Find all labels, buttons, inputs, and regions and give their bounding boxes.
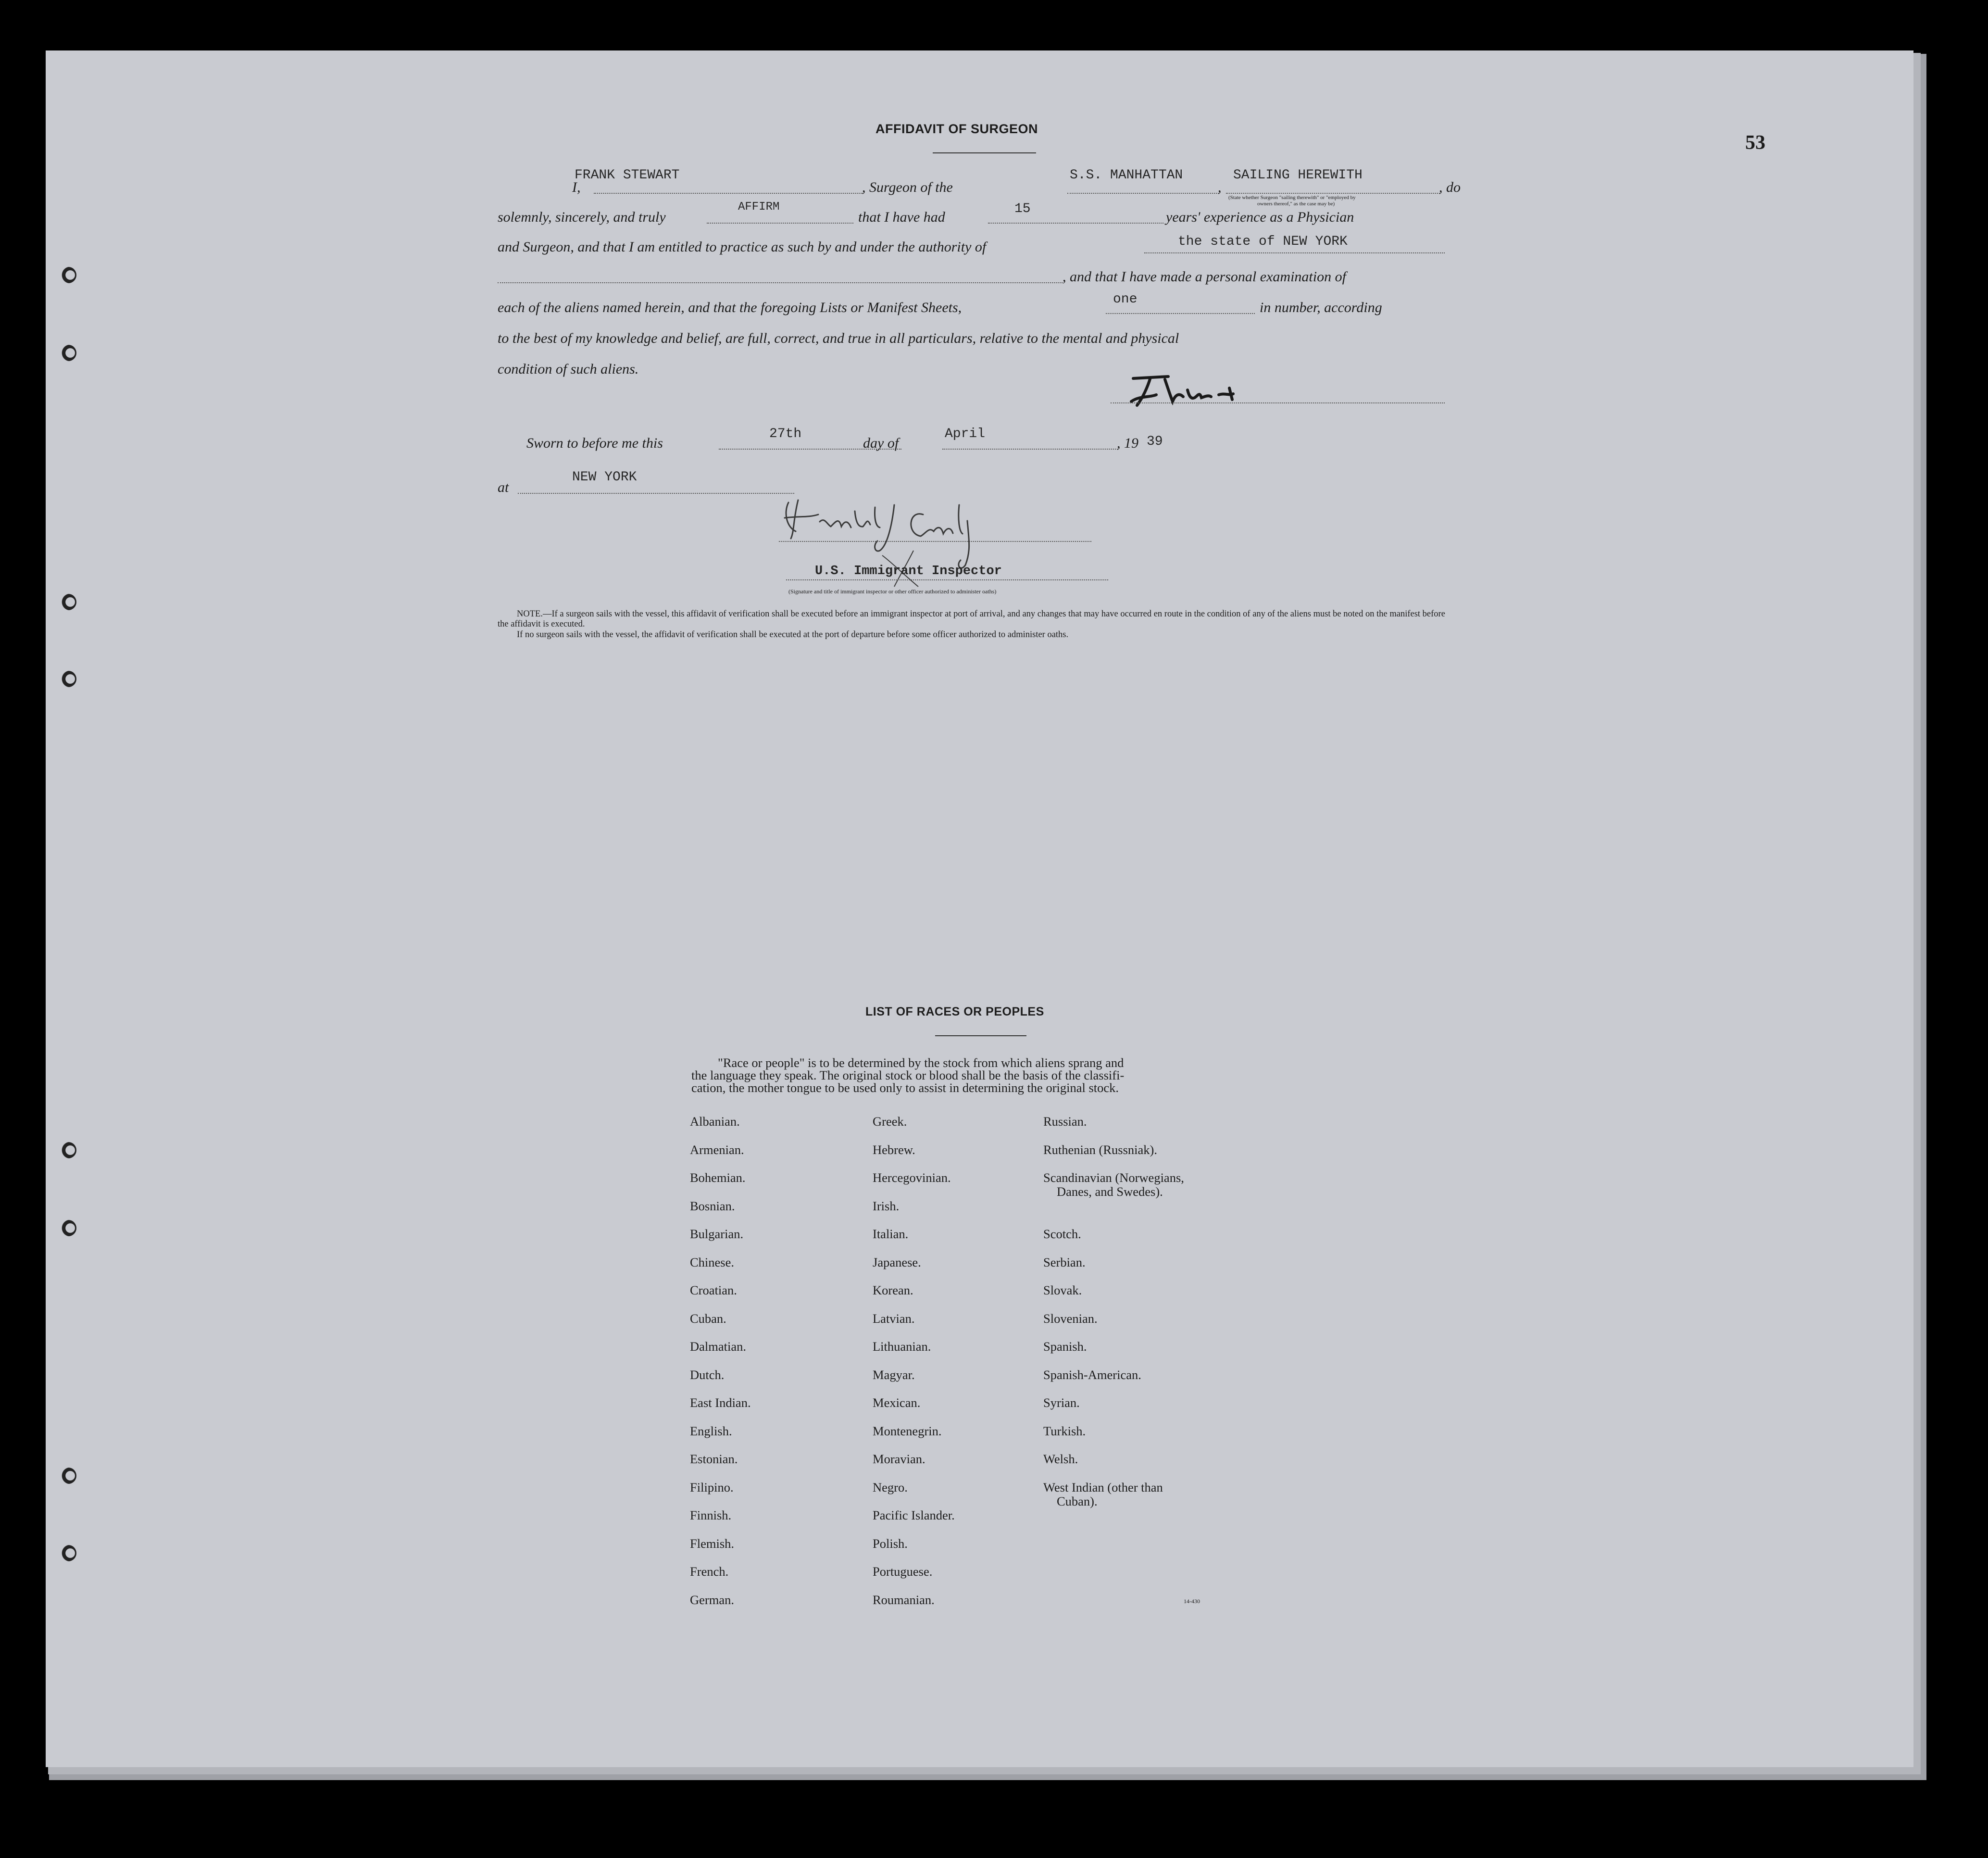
races-title: LIST OF RACES OR PEOPLES	[865, 1005, 1044, 1018]
race-item: Irish.	[873, 1198, 900, 1213]
race-item: Moravian.	[873, 1452, 925, 1466]
race-item: Albanian.	[690, 1114, 740, 1129]
race-item: Turkish.	[1043, 1423, 1086, 1438]
sailing-note: owners thereof," as the case may be)	[1257, 201, 1335, 207]
sailing-note: (State whether Surgeon "sailing therewith" or "employed by	[1228, 195, 1356, 201]
races-intro: the language they speak. The original stock or blood shall be the basis of the classifi-	[691, 1068, 1125, 1082]
race-item: Montenegrin.	[873, 1423, 942, 1438]
text-that-i-have-had: that I have had	[858, 209, 945, 225]
race-item: Hebrew.	[873, 1142, 915, 1157]
races-title-underline	[935, 1035, 1026, 1036]
race-item: Slovak.	[1043, 1283, 1082, 1297]
years-field: 15	[1014, 201, 1031, 216]
signature-line	[779, 541, 1091, 542]
dotted-line	[498, 282, 1063, 283]
note-surgeon-sails: NOTE.—If a surgeon sails with the vessel, this affidavit of verification shall be executed before an immigrant inspector at port of arrival, and any changes that may have occurred en route in the condition of any of the aliens must be noted on the manifest before the affidavit is executed.	[498, 609, 1445, 629]
dotted-line	[1106, 313, 1255, 314]
note-no-surgeon: If no surgeon sails with the vessel, the affidavit of verification shall be executed at the port of departure before some officer authorized to administer oaths.	[517, 630, 1069, 640]
dotted-line	[1226, 193, 1440, 194]
race-item: Flemish.	[690, 1536, 735, 1551]
affirm-field: AFFIRM	[738, 201, 780, 213]
page-number: 53	[1745, 132, 1765, 154]
text-each-alien: each of the aliens named herein, and that the foregoing Lists or Manifest Sheets,	[498, 300, 962, 315]
race-item: Korean.	[873, 1283, 913, 1297]
race-item: Scandinavian (Norwegians,	[1043, 1170, 1184, 1185]
race-item: Dutch.	[690, 1367, 725, 1382]
race-item: Cuban).	[1057, 1494, 1098, 1508]
punch-hole	[60, 345, 76, 361]
race-item: Greek.	[873, 1114, 907, 1129]
race-item: Slovenian.	[1043, 1311, 1098, 1326]
races-intro: cation, the mother tongue to be used only to assist in determining the original stock.	[691, 1080, 1119, 1095]
race-item: Danes, and Swedes).	[1057, 1184, 1163, 1199]
race-item: Mexican.	[873, 1395, 921, 1410]
text-best-of: to the best of my knowledge and belief, are full, correct, and true in all particulars, relative to the mental and physical	[498, 330, 1179, 346]
race-item: Armenian.	[690, 1142, 744, 1157]
text-i: I,	[572, 179, 581, 195]
signature-line	[1111, 402, 1445, 403]
race-item: West Indian (other than	[1043, 1480, 1163, 1494]
text-in-number: in number, according	[1260, 300, 1382, 315]
race-item: German.	[690, 1592, 734, 1607]
dotted-line	[988, 223, 1163, 224]
race-item: East Indian.	[690, 1395, 751, 1410]
year-field: 39	[1147, 434, 1163, 449]
text-years-experience: years' experience as a Physician	[1166, 209, 1354, 225]
text-and-surgeon: and Surgeon, and that I am entitled to practice as such by and under the authority of	[498, 239, 987, 255]
race-item: English.	[690, 1423, 732, 1438]
affidavit-title: AFFIDAVIT OF SURGEON	[875, 122, 1038, 136]
race-item: Hercegovinian.	[873, 1170, 951, 1185]
dotted-line	[1067, 193, 1219, 194]
form-number: 14-430	[1184, 1598, 1200, 1605]
text-year-prefix: , 19	[1117, 435, 1138, 451]
surgeon-signature	[1123, 368, 1248, 411]
punch-hole	[60, 1142, 76, 1158]
race-item: Magyar.	[873, 1367, 915, 1382]
race-item: Roumanian.	[873, 1592, 935, 1607]
race-item: Negro.	[873, 1480, 908, 1494]
race-item: Latvian.	[873, 1311, 915, 1326]
race-item: Estonian.	[690, 1452, 738, 1466]
text-condition: condition of such aliens.	[498, 361, 639, 377]
day-field: 27th	[769, 427, 802, 441]
dotted-line	[707, 223, 853, 224]
sheets-count-field: one	[1113, 292, 1138, 307]
inspector-line	[786, 579, 1108, 580]
punch-hole	[60, 671, 76, 687]
races-intro: "Race or people" is to be determined by the stock from which aliens sprang and	[718, 1055, 1124, 1070]
race-item: French.	[690, 1564, 729, 1579]
text-sworn: Sworn to before me this	[526, 435, 663, 451]
race-item: Lithuanian.	[873, 1339, 931, 1354]
race-item: Bosnian.	[690, 1198, 735, 1213]
text-do: , do	[1439, 179, 1461, 195]
race-item: Chinese.	[690, 1255, 734, 1269]
text-solemnly: solemnly, sincerely, and truly	[498, 209, 666, 225]
surgeon-name-field: FRANK STEWART	[575, 168, 680, 183]
race-item: Dalmatian.	[690, 1339, 746, 1354]
punch-hole	[60, 594, 76, 610]
race-item: Japanese.	[873, 1255, 921, 1269]
race-item: Bulgarian.	[690, 1227, 744, 1241]
text-personal-exam: , and that I have made a personal examination of	[1063, 269, 1346, 285]
text-at: at	[498, 479, 509, 495]
race-item: Russian.	[1043, 1114, 1087, 1129]
inspector-title: U.S. Immigrant Inspector	[815, 564, 1002, 578]
race-item: Italian.	[873, 1227, 909, 1241]
race-item: Croatian.	[690, 1283, 737, 1297]
punch-hole	[60, 1545, 76, 1561]
dotted-line	[594, 193, 863, 194]
race-item: Portuguese.	[873, 1564, 933, 1579]
race-item: Syrian.	[1043, 1395, 1080, 1410]
race-item: Serbian.	[1043, 1255, 1086, 1269]
punch-hole	[60, 1468, 76, 1484]
race-item: Polish.	[873, 1536, 908, 1551]
dotted-line	[942, 449, 1118, 450]
sailing-status-field: SAILING HEREWITH	[1233, 168, 1363, 183]
text-day-of: day of	[863, 435, 899, 451]
title-underline	[933, 152, 1036, 153]
month-field: April	[945, 427, 986, 441]
punch-hole	[60, 1220, 76, 1236]
race-item: Welsh.	[1043, 1452, 1078, 1466]
authority-field: the state of NEW YORK	[1178, 234, 1348, 249]
race-item: Pacific Islander.	[873, 1508, 955, 1522]
document-page	[46, 50, 1913, 1767]
race-item: Scotch.	[1043, 1227, 1081, 1241]
text-comma: ,	[1218, 179, 1222, 195]
race-item: Filipino.	[690, 1480, 734, 1494]
race-item: Spanish-American.	[1043, 1367, 1141, 1382]
inspector-note: (Signature and title of immigrant inspector or other officer authorized to administer oaths)	[788, 588, 997, 595]
text-surgeon-of-the: , Surgeon of the	[862, 179, 953, 195]
race-item: Finnish.	[690, 1508, 732, 1522]
race-item: Cuban.	[690, 1311, 726, 1326]
dotted-line	[1144, 252, 1445, 253]
race-item: Bohemian.	[690, 1170, 746, 1185]
punch-hole	[60, 267, 76, 283]
dotted-line	[518, 493, 794, 494]
race-item: Ruthenian (Russniak).	[1043, 1142, 1157, 1157]
place-field: NEW YORK	[572, 470, 637, 485]
ship-name-field: S.S. MANHATTAN	[1070, 168, 1183, 183]
race-item: Spanish.	[1043, 1339, 1087, 1354]
